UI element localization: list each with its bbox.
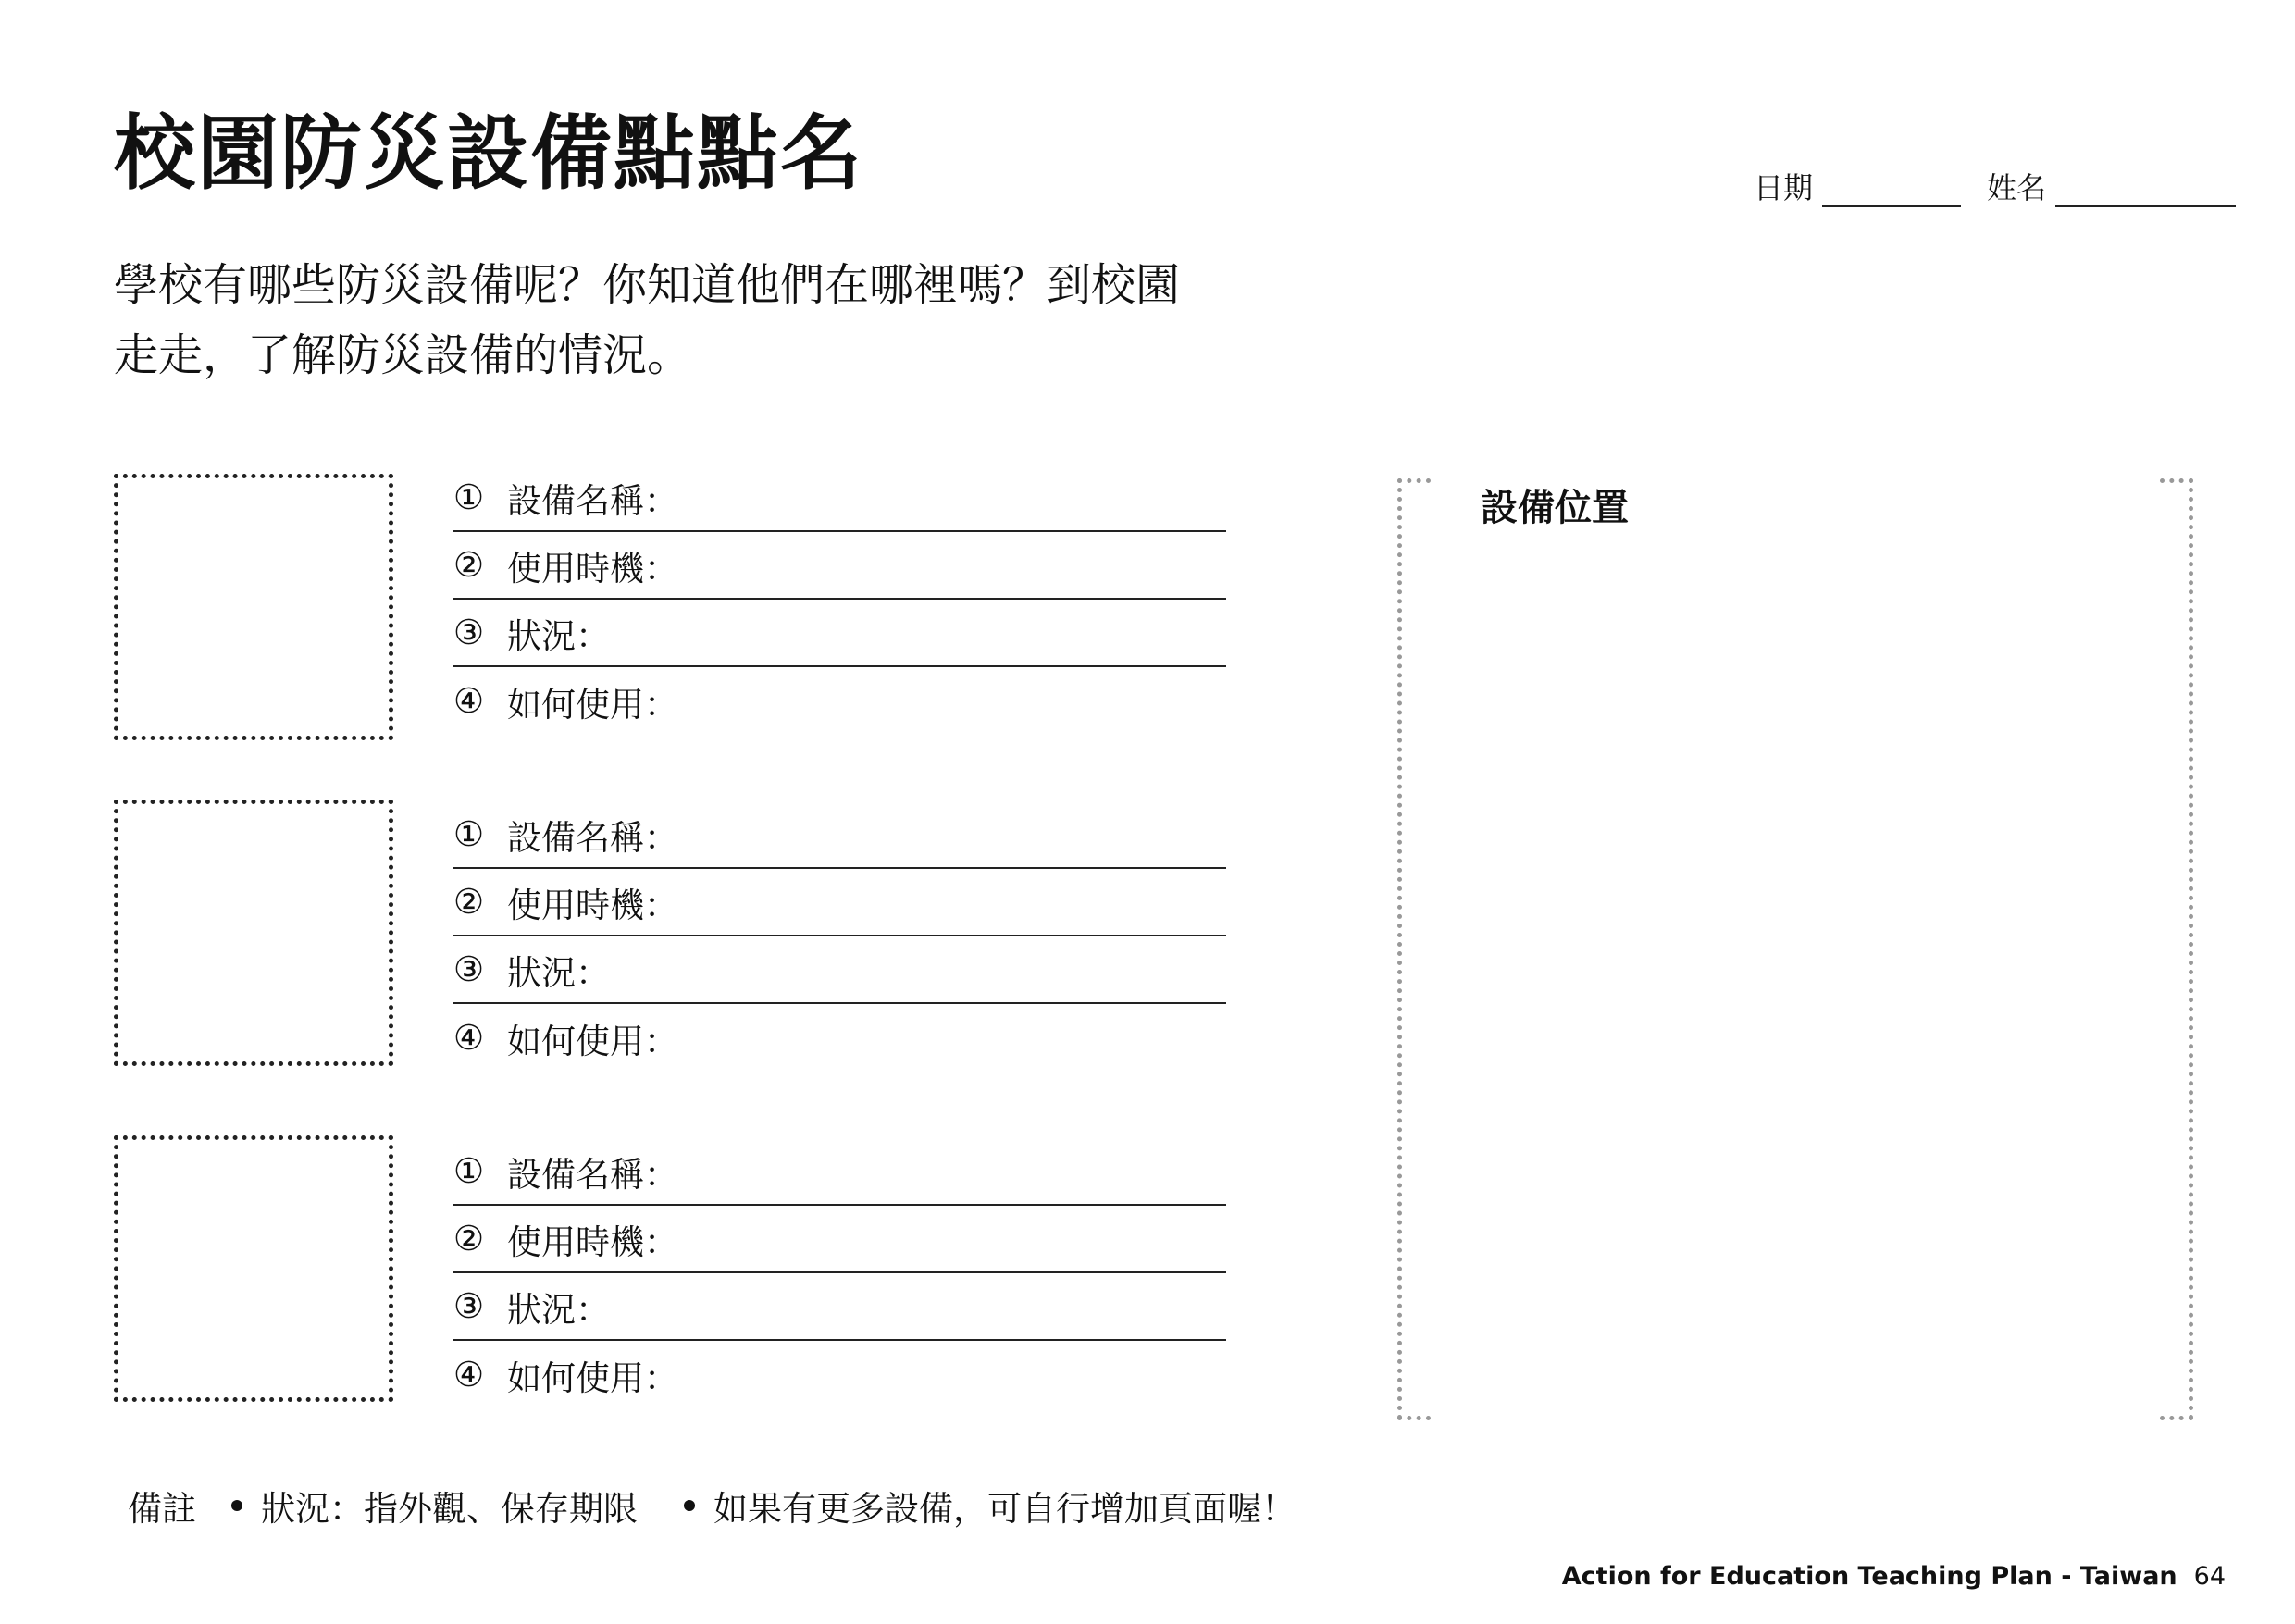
corner-mark [1397, 1416, 1431, 1420]
field-usage-timing[interactable] [453, 532, 1226, 600]
date-label: 日期 [1754, 170, 1814, 205]
name-label: 姓名 [1987, 170, 2047, 205]
notes [128, 1481, 1296, 1531]
intro-text [114, 250, 1354, 391]
field-number: ② [453, 882, 485, 922]
equipment-location-box[interactable] [1397, 478, 2193, 1420]
field-number: ④ [453, 1018, 485, 1058]
equipment-form-2 [453, 801, 1226, 1072]
field-number: ① [453, 814, 485, 854]
field-label: 使用時機： [507, 548, 678, 589]
page-footer [1562, 1562, 2226, 1591]
field-label: 設備名稱： [507, 817, 678, 858]
field-condition[interactable] [453, 600, 1226, 667]
field-label: 使用時機： [507, 885, 678, 925]
photo-box-1[interactable] [114, 474, 393, 740]
field-equipment-name[interactable] [453, 1138, 1226, 1206]
notes-label: 備註 [128, 1489, 196, 1529]
field-how-to-use[interactable] [453, 667, 1226, 735]
field-label: 設備名稱： [507, 1154, 678, 1195]
note-more-equipment: 如果有更多設備，可自行增加頁面喔！ [713, 1489, 1296, 1529]
name-blank[interactable] [2055, 178, 2236, 207]
field-usage-timing[interactable] [453, 869, 1226, 936]
corner-mark [2160, 1416, 2193, 1420]
field-number: ④ [453, 1355, 485, 1395]
field-usage-timing[interactable] [453, 1206, 1226, 1273]
photo-box-2[interactable] [114, 800, 393, 1066]
field-condition[interactable] [453, 936, 1226, 1004]
bullet-icon [231, 1500, 242, 1511]
field-condition[interactable] [453, 1273, 1226, 1341]
meta-fields [1754, 165, 2236, 207]
field-label: 如何使用： [507, 684, 678, 725]
field-number: ② [453, 545, 485, 585]
field-number: ④ [453, 681, 485, 721]
field-label: 狀況： [507, 952, 610, 993]
field-equipment-name[interactable] [453, 465, 1226, 532]
page-title: 校園防災設備點點名 [114, 105, 864, 201]
field-number: ③ [453, 613, 485, 652]
field-label: 設備名稱： [507, 480, 678, 521]
field-label: 狀況： [507, 1289, 610, 1330]
page-number: 64 [2193, 1562, 2226, 1591]
footer-text: Action for Education Teaching Plan - Taiwan [1561, 1562, 2177, 1591]
bullet-icon [684, 1500, 695, 1511]
field-number: ① [453, 477, 485, 517]
field-how-to-use[interactable] [453, 1004, 1226, 1072]
field-how-to-use[interactable] [453, 1341, 1226, 1408]
date-blank[interactable] [1822, 178, 1961, 207]
corner-mark [1397, 478, 1431, 483]
corner-mark [2160, 478, 2193, 483]
equipment-form-3 [453, 1138, 1226, 1408]
intro-line-1: 學校有哪些防災設備呢？你知道他們在哪裡嗎？到校園 [114, 259, 1181, 311]
note-condition: 狀況：指外觀、保存期限 [261, 1489, 638, 1529]
field-number: ③ [453, 1286, 485, 1326]
field-number: ③ [453, 949, 485, 989]
field-number: ① [453, 1151, 485, 1191]
equipment-form-1 [453, 465, 1226, 735]
field-label: 如何使用： [507, 1357, 678, 1398]
intro-line-2: 走走，了解防災設備的情況。 [114, 329, 692, 381]
field-number: ② [453, 1219, 485, 1258]
field-label: 狀況： [507, 615, 610, 656]
location-title: 設備位置 [1481, 487, 1629, 529]
field-equipment-name[interactable] [453, 801, 1226, 869]
photo-box-3[interactable] [114, 1135, 393, 1402]
field-label: 使用時機： [507, 1221, 678, 1262]
field-label: 如何使用： [507, 1021, 678, 1061]
